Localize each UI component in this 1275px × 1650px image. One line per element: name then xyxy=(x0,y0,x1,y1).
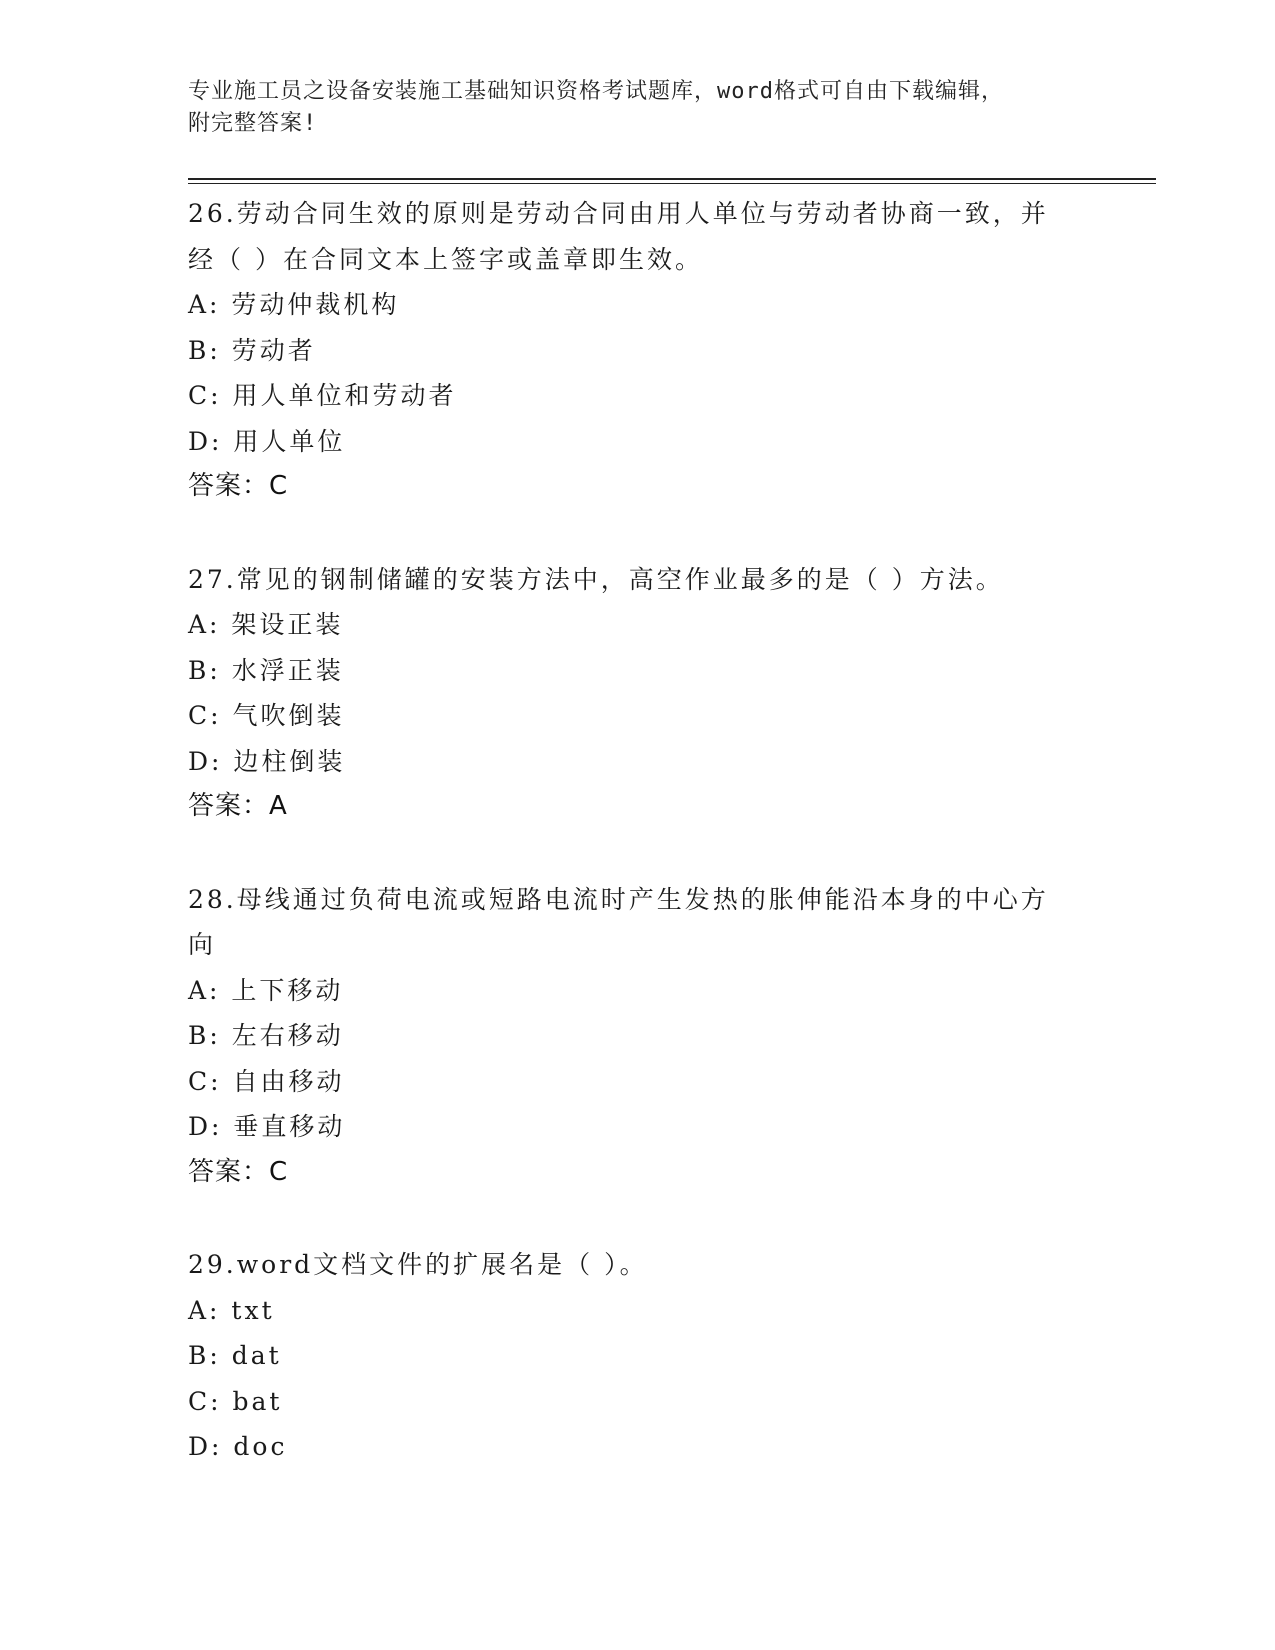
option-b: B: 劳动者 xyxy=(188,335,316,365)
answer-label: 答案：A xyxy=(188,791,288,821)
header-divider-thin xyxy=(188,183,1156,184)
option-a: A: 上下移动 xyxy=(188,975,344,1005)
answer-label: 答案：C xyxy=(188,1156,289,1187)
option-a: A: 架设正装 xyxy=(188,610,344,639)
header-divider xyxy=(188,178,1156,180)
option-d: D: doc xyxy=(188,1432,288,1461)
question-26 xyxy=(188,191,1108,510)
option-a: A: 劳动仲裁机构 xyxy=(188,290,400,319)
option-a: A: txt xyxy=(188,1295,275,1325)
question-stem: 28.母线通过负荷电流或短路电流时产生发热的胀伸能沿本身的中心方向 xyxy=(188,884,1049,959)
question-stem: 26.劳动合同生效的原则是劳动合同由用人单位与劳动者协商一致，并经（ ）在合同文本上签字或盖章即生效。 xyxy=(188,199,1049,274)
option-c: C: 自由移动 xyxy=(188,1066,345,1096)
header-line-2: 附完整答案! xyxy=(188,111,318,136)
question-stem: 29.word文档文件的扩展名是（ ）。 xyxy=(188,1250,648,1279)
question-28 xyxy=(188,877,1108,1196)
option-b: B: 左右移动 xyxy=(188,1021,344,1050)
answer-label: 答案：C xyxy=(188,471,289,501)
option-c: C: 气吹倒装 xyxy=(188,701,345,730)
document-header xyxy=(188,76,1088,140)
option-b: B: 水浮正装 xyxy=(188,655,344,685)
question-29 xyxy=(188,1242,1108,1470)
question-stem: 27.常见的钢制储罐的安装方法中，高空作业最多的是（ ）方法。 xyxy=(188,564,1004,594)
option-b: B: dat xyxy=(188,1341,282,1370)
option-d: D: 垂直移动 xyxy=(188,1112,346,1141)
question-27 xyxy=(188,557,1108,830)
option-c: C: 用人单位和劳动者 xyxy=(188,381,457,410)
question-list xyxy=(188,191,1108,1517)
header-line-1: 专业施工员之设备安装施工基础知识资格考试题库，word格式可自由下载编辑， xyxy=(188,79,1004,104)
option-c: C: bat xyxy=(188,1386,283,1416)
option-d: D: 边柱倒装 xyxy=(188,746,346,776)
option-d: D: 用人单位 xyxy=(188,426,346,456)
